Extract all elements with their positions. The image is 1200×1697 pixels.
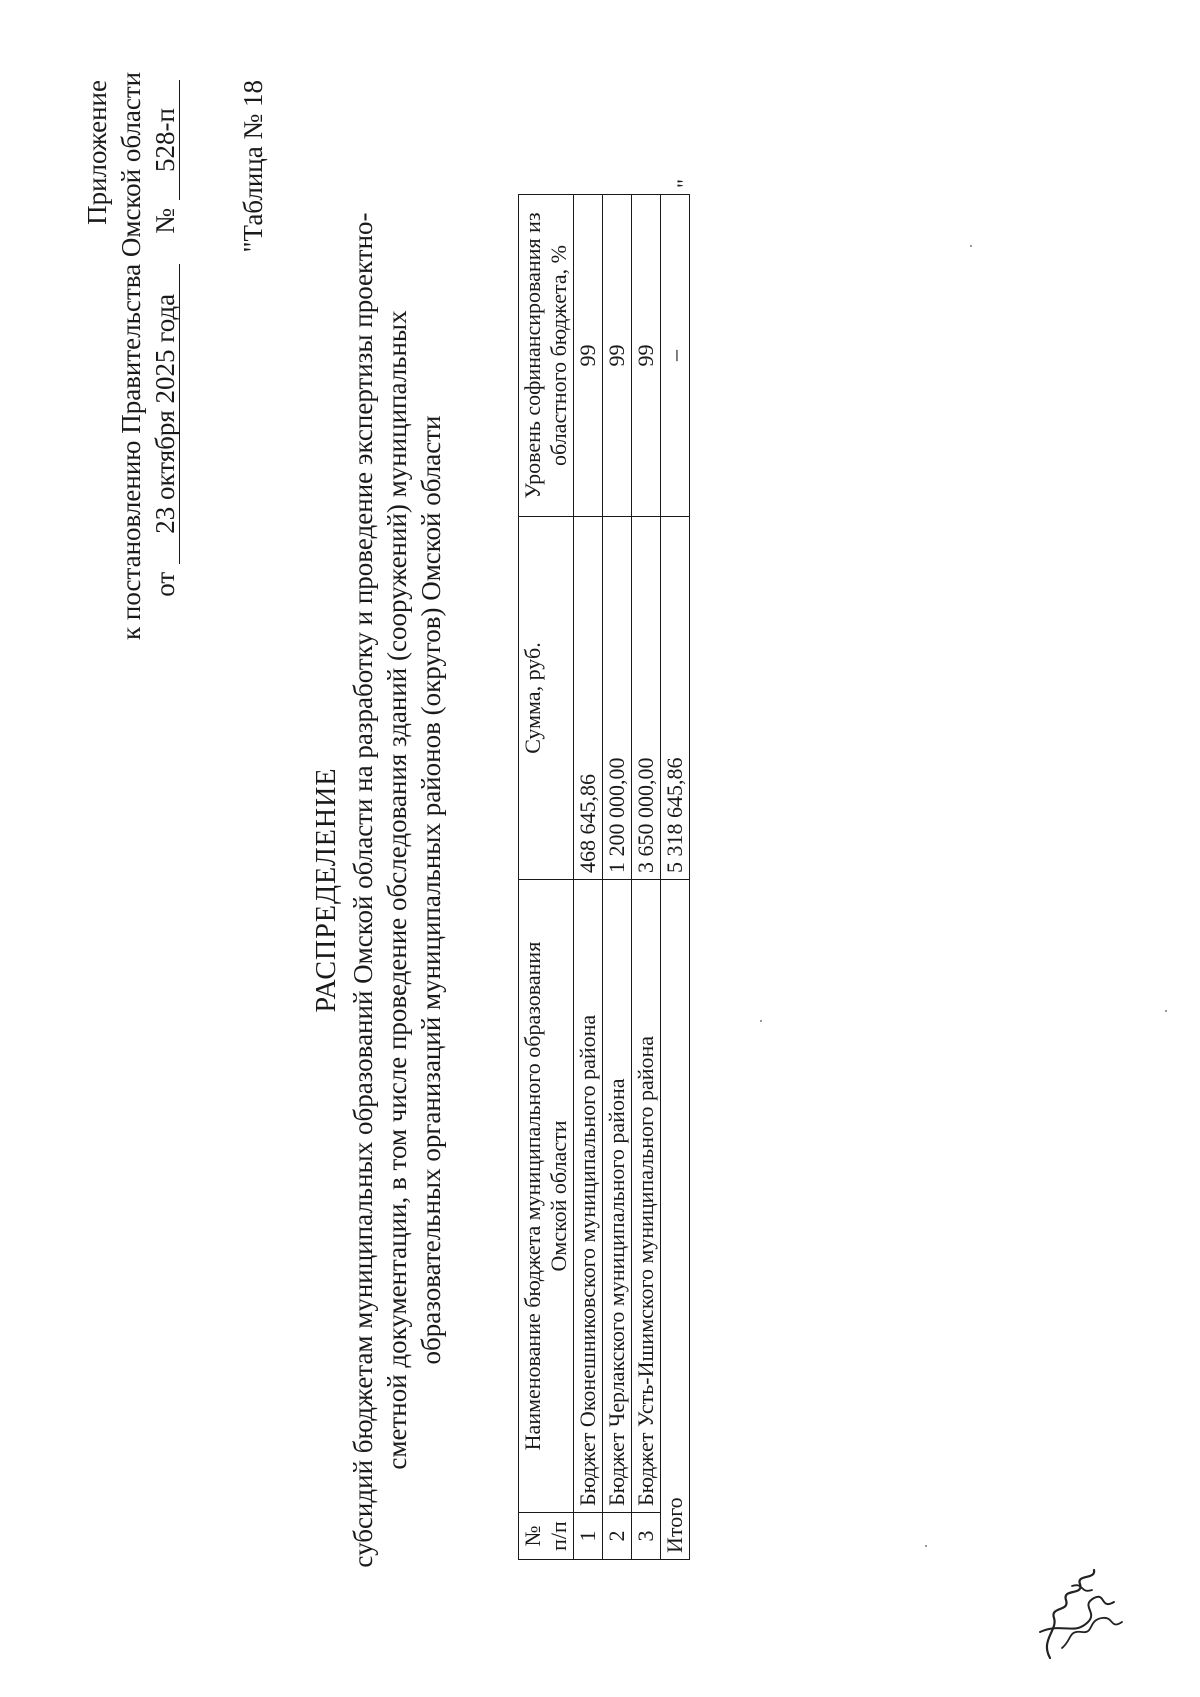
- total-label: Итого: [661, 880, 690, 1560]
- table-row: [574, 195, 603, 1560]
- distribution-table: [518, 194, 690, 1560]
- title-line-3: образовательных организаций муниципальных районов (округов) Омской области: [416, 415, 446, 1365]
- date-prefix: от: [150, 571, 180, 597]
- scan-speck: [760, 1020, 762, 1022]
- header-num-line-1: №: [520, 1525, 545, 1547]
- row-sum: 468 645,86: [574, 517, 603, 880]
- scan-speck: [925, 1545, 927, 1547]
- header-sum: [519, 517, 574, 880]
- title-line-1: субсидий бюджетам муниципальных образований Омской области на разработку и проведение экспертизы проектно-: [348, 212, 378, 1568]
- header-num-line-2: п/п: [546, 1521, 571, 1551]
- header-level-line-1: Уровень софинансирования из: [520, 212, 545, 499]
- title-line-2: сметной документации, в том числе проведение обследования зданий (сооружений) муниципальных: [382, 310, 412, 1470]
- header-name: [519, 880, 574, 1513]
- row-level: 99: [632, 195, 661, 517]
- row-name: Бюджет Усть-Ишимского муниципального района: [632, 880, 661, 1513]
- table-row: [603, 195, 632, 1560]
- appendix-header: [80, 71, 182, 640]
- row-sum: 3 650 000,00: [632, 517, 661, 880]
- total-row: [661, 195, 690, 1560]
- document-page: [60, 40, 1140, 1640]
- total-sum: 5 318 645,86: [661, 517, 690, 880]
- closing-quote: ": [672, 179, 697, 188]
- row-level: 99: [574, 195, 603, 517]
- row-num: 3: [632, 1513, 661, 1560]
- resolution-reference: к постановлению Правительства Омской области: [116, 71, 146, 640]
- scan-speck: [1165, 1010, 1167, 1012]
- resolution-date-line: [148, 80, 182, 640]
- total-level: –: [661, 195, 690, 517]
- row-level: 99: [603, 195, 632, 517]
- header-level: [519, 195, 574, 517]
- row-name: Бюджет Оконешниковского муниципального района: [574, 880, 603, 1513]
- header-sum-text: Сумма, руб.: [520, 642, 545, 754]
- row-num: 1: [574, 1513, 603, 1560]
- title-heading: РАСПРЕДЕЛЕНИЕ: [311, 767, 342, 1013]
- table-header-row: [519, 195, 574, 1560]
- row-sum: 1 200 000,00: [603, 517, 632, 880]
- number-prefix: №: [150, 208, 180, 234]
- scan-speck: [970, 245, 972, 247]
- header-level-line-2: областного бюджета, %: [546, 245, 571, 466]
- signature-icon: [1010, 1560, 1150, 1670]
- resolution-number: 528-п: [151, 80, 180, 200]
- header-name-line-1: Наименование бюджета муниципального образования: [520, 941, 545, 1451]
- row-num: 2: [603, 1513, 632, 1560]
- header-name-line-2: Омской области: [546, 1120, 571, 1272]
- header-num: [519, 1513, 574, 1560]
- table-row: [632, 195, 661, 1560]
- row-name: Бюджет Черлакского муниципального района: [603, 880, 632, 1513]
- appendix-label: Приложение: [82, 80, 112, 225]
- document-title: [310, 200, 448, 1580]
- resolution-date: 23 октября 2025 года: [151, 264, 180, 564]
- table-number-label: "Таблица № 18: [238, 80, 268, 253]
